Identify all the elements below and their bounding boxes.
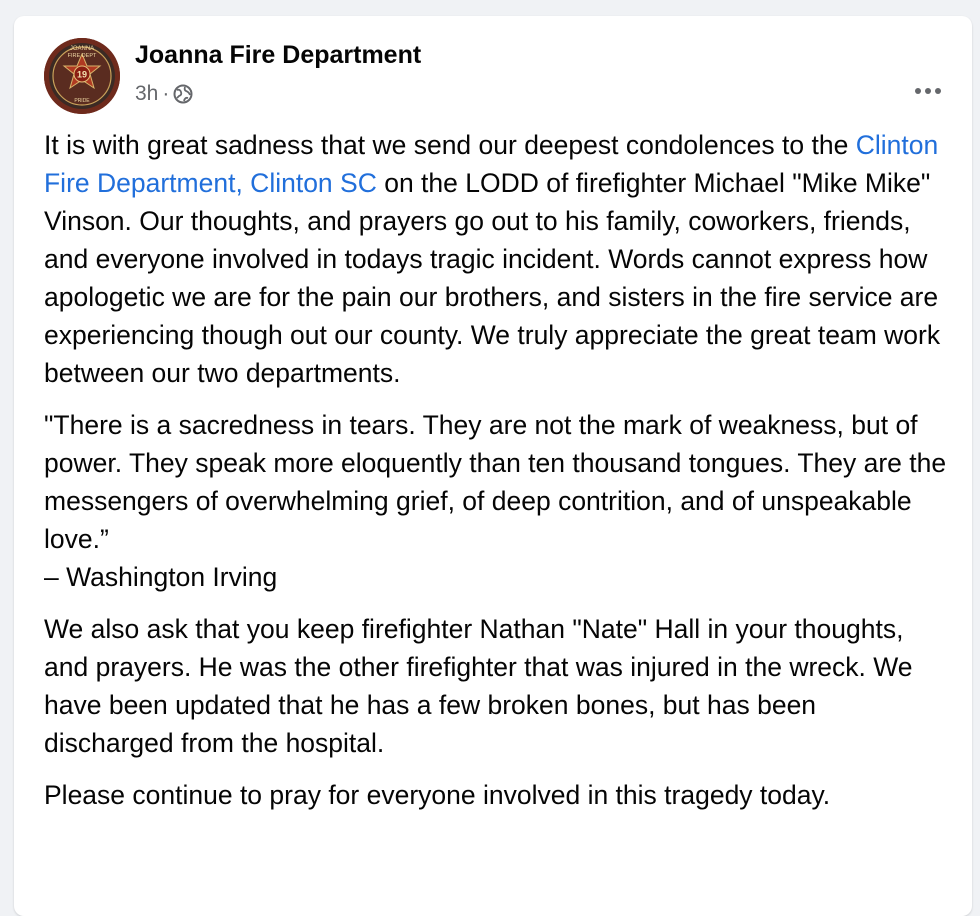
post-header (44, 38, 944, 118)
avatar[interactable] (44, 38, 120, 114)
post-time-link[interactable]: 3h (135, 82, 159, 105)
post-meta (135, 82, 193, 106)
post-paragraph-3: We also ask that you keep firefighter Nathan "Nate" Hall in your thoughts, and prayers. He was the other firefighter that was injured in the wreck. We have been updated that he has a few broken bones, but has been discharged from the hospital. (44, 614, 913, 758)
meta-separator: · (162, 82, 170, 105)
post-paragraph-4: Please continue to pray for everyone involved in this tragedy today. (44, 780, 831, 810)
svg-text:FIRE DEPT: FIRE DEPT (67, 53, 97, 59)
clinton-fire-department-link[interactable]: Clinton Fire Department, Clinton SC (44, 130, 939, 198)
globe-icon[interactable] (173, 84, 193, 104)
svg-text:JOANNA: JOANNA (69, 46, 95, 52)
quote-attribution: – Washington Irving (44, 562, 278, 592)
quote-text: "There is a sacredness in tears. They are not the mark of weakness, but of power. They speak more eloquently than ten thousand tongues. They are the messengers of overwhelming grief, of deep contrition, and of unspeakable love.” (44, 410, 947, 554)
svg-text:PRIDE: PRIDE (74, 98, 90, 104)
post-paragraph-1 (44, 126, 949, 392)
paragraph-1-text-a: It is with great sadness that we send our deepest condolences to the (44, 130, 856, 160)
page-name-link[interactable]: Joanna Fire Department (135, 41, 422, 69)
svg-text:19: 19 (76, 69, 88, 80)
post-paragraph-2 (44, 406, 949, 596)
more-options-button[interactable] (904, 74, 952, 108)
post-card (14, 16, 972, 916)
paragraph-1-text-b: on the LODD of firefighter Michael "Mike Mike" Vinson. Our thoughts, and prayers go out to his family, coworkers, friends, and everyone involved in todays tragic incident. Words cannot express how apologetic we are for the pain our brothers, and sisters in the fire service are experiencing though out our county. We truly appreciate the great team work between our two departments. (44, 168, 941, 388)
fire-department-badge-icon (44, 38, 120, 114)
more-options-icon (915, 88, 921, 94)
post-body (44, 126, 949, 828)
